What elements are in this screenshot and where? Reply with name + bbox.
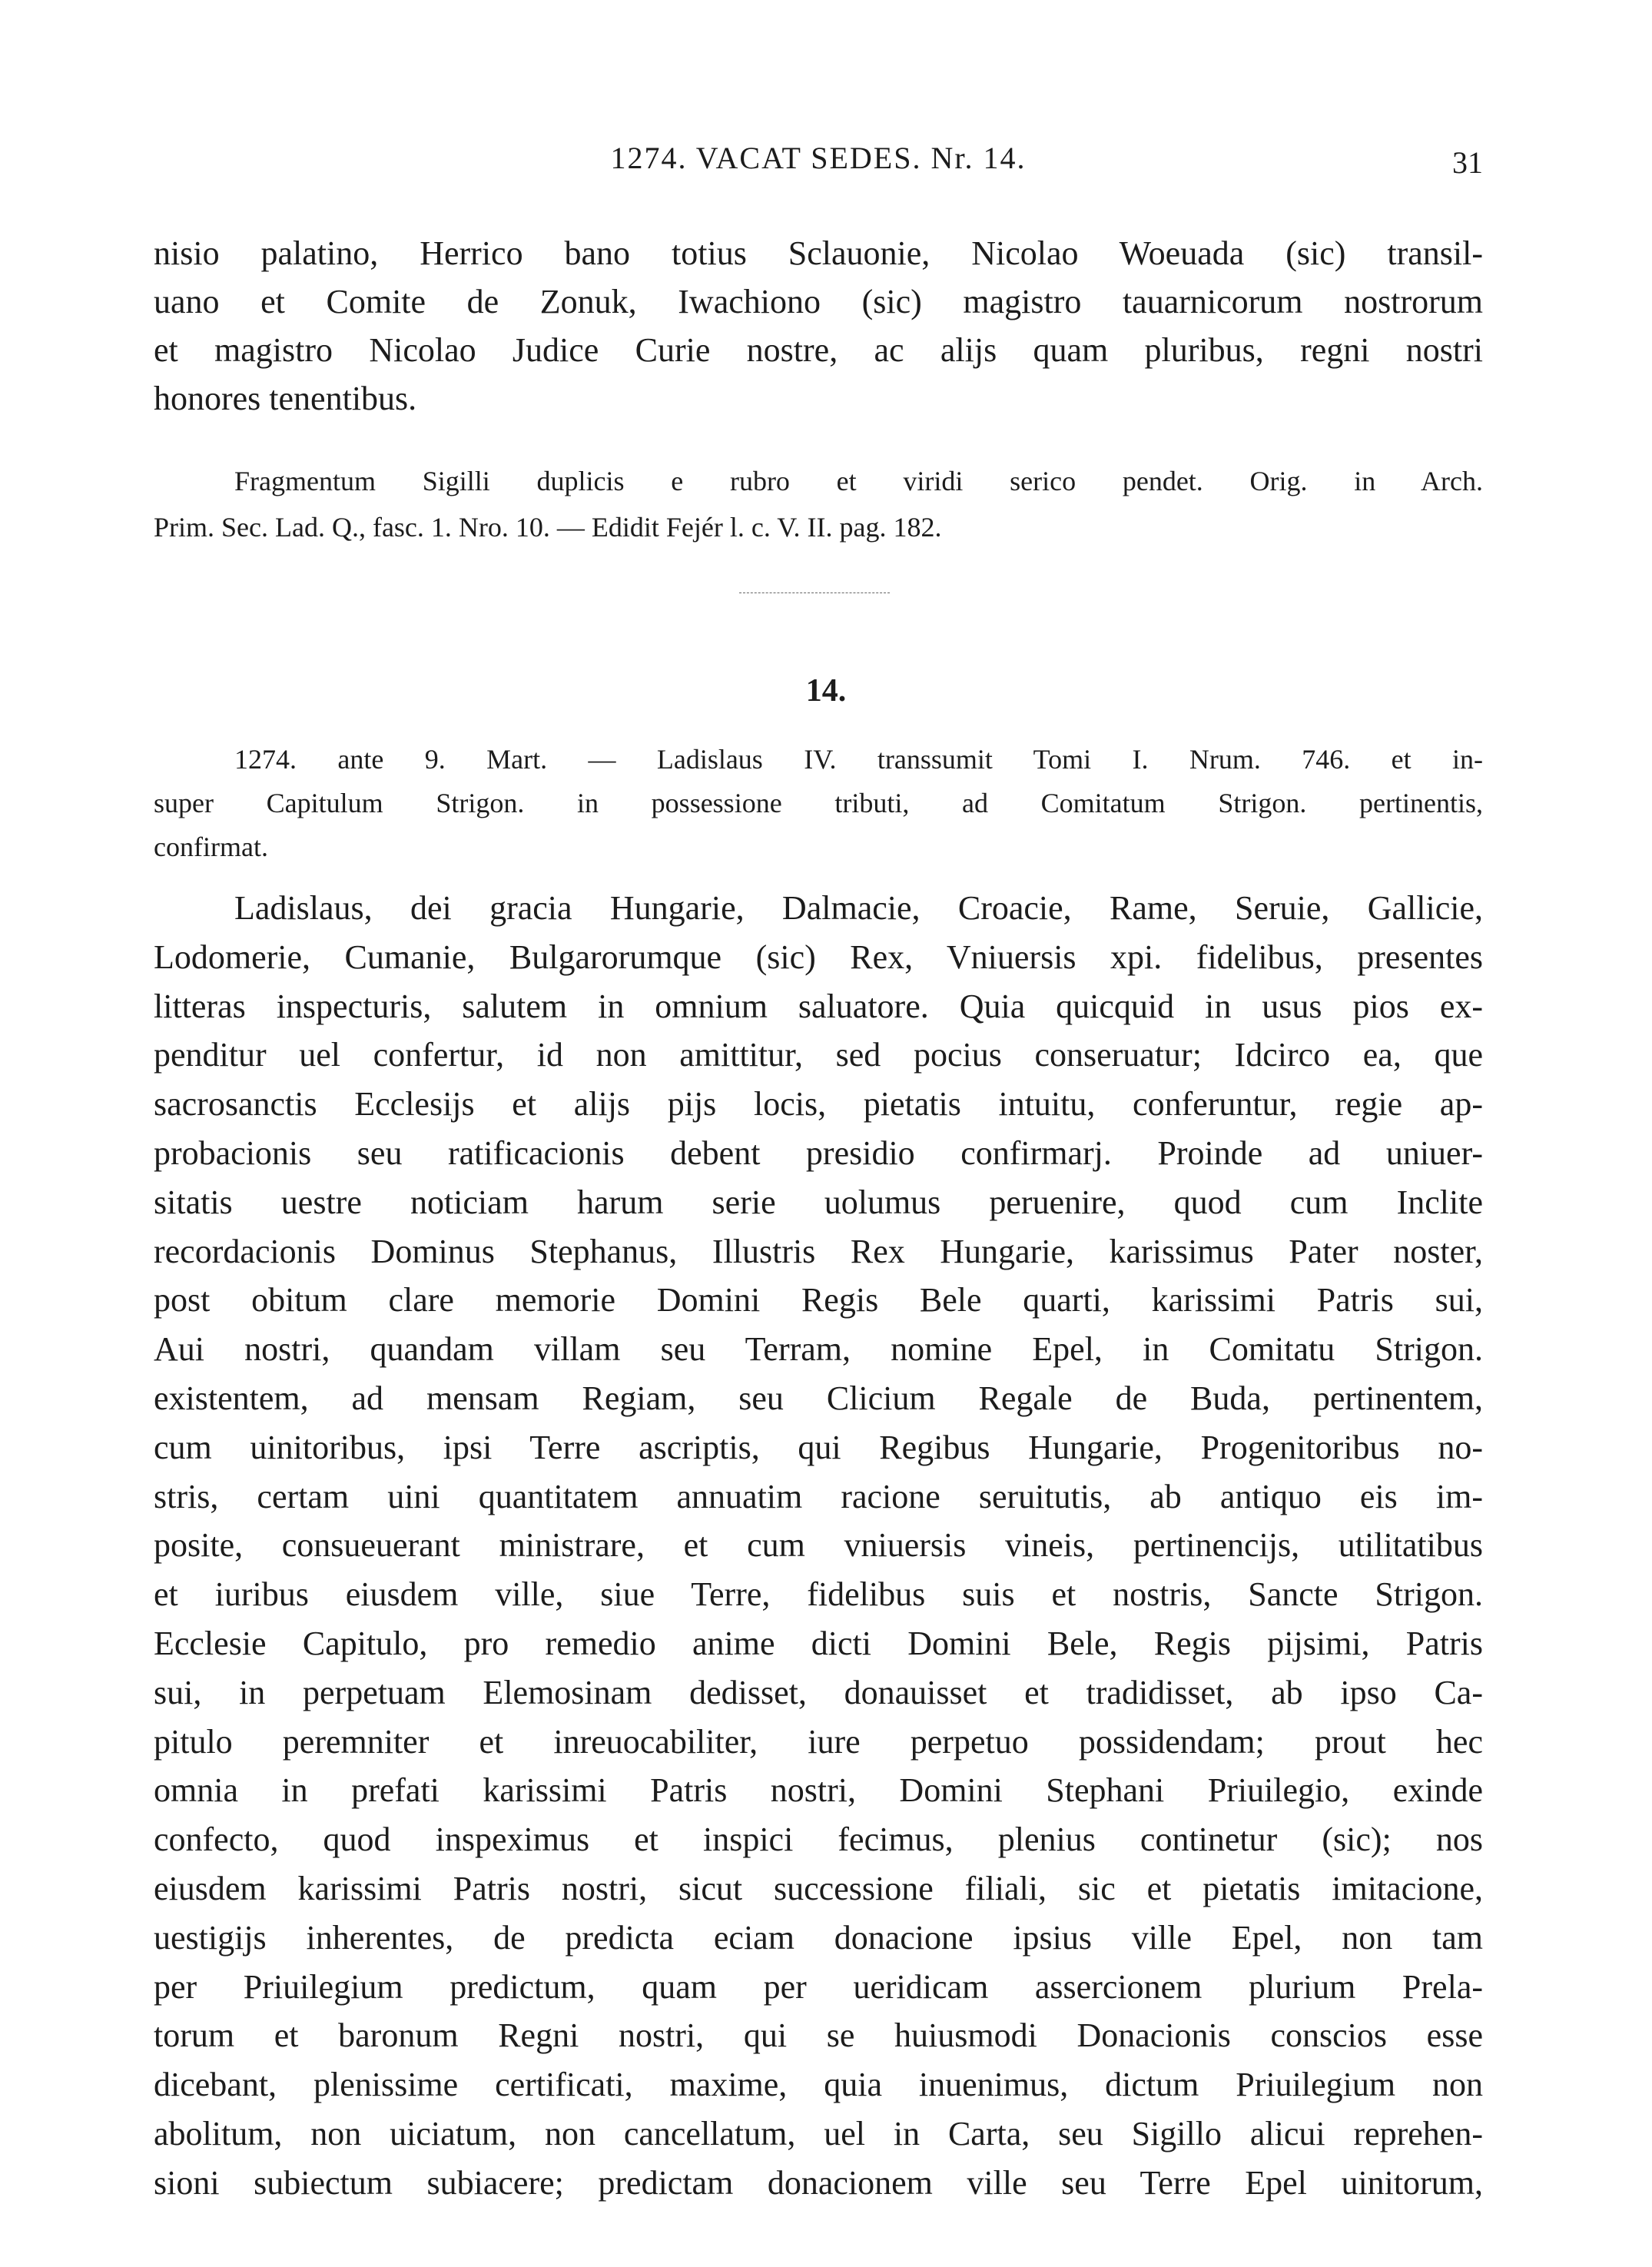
text-line: recordacionis Dominus Stephanus, Illustris Rex Hungarie, karissimus Pater noster,: [154, 1232, 1483, 1270]
text-line: confirmat.: [154, 831, 268, 862]
page-header: [154, 140, 1483, 186]
section-separator: [739, 592, 890, 593]
text-line: uestigijs inherentes, de predicta eciam donacione ipsius ville Epel, non tam: [154, 1918, 1483, 1957]
running-title: 1274. VACAT SEDES. Nr. 14.: [610, 141, 1027, 175]
text-line: penditur uel confertur, id non amittitur, sed pocius conseruatur; Idcirco ea, que: [154, 1036, 1483, 1074]
text-line: confecto, quod inspeximus et inspici fecimus, plenius continetur (sic); nos: [154, 1821, 1483, 1859]
text-line: uano et Comite de Zonuk, Iwachiono (sic) magistro tauarnicorum nostrorum: [154, 283, 1483, 320]
document-number: 14.: [805, 673, 847, 709]
text-line: et iuribus eiusdem ville, siue Terre, fidelibus suis et nostris, Sancte Strigon.: [154, 1575, 1483, 1614]
text-line: stris, certam uini quantitatem annuatim racione seruitutis, ab antiquo eis im-: [154, 1477, 1483, 1515]
text-line: abolitum, non uiciatum, non cancellatum, uel in Carta, seu Sigillo alicui reprehen-: [154, 2114, 1483, 2152]
text-line: existentem, ad mensam Regiam, seu Clicium Regale de Buda, pertinentem,: [154, 1379, 1483, 1417]
text-line: litteras inspecturis, salutem in omnium saluatore. Quia quicquid in usus pios ex-: [154, 987, 1483, 1025]
text-line: 1274. ante 9. Mart. — Ladislaus IV. transsumit Tomi I. Nrum. 746. et in-: [234, 744, 1483, 775]
text-line: posite, consueuerant ministrare, et cum vniuersis vineis, pertinencijs, utilitatibus: [154, 1526, 1483, 1565]
text-line: sui, in perpetuam Elemosinam dedisset, donauisset et tradidisset, ab ipso Ca-: [154, 1673, 1483, 1711]
text-line: pitulo peremniter et inreuocabiliter, iure perpetuo possidendam; prout hec: [154, 1722, 1483, 1761]
text-line: sacrosanctis Ecclesijs et alijs pijs locis, pietatis intuitu, conferuntur, regie ap-: [154, 1085, 1483, 1124]
text-line: Aui nostri, quandam villam seu Terram, nomine Epel, in Comitatu Strigon.: [154, 1330, 1483, 1369]
text-line: Ecclesie Capitulo, pro remedio anime dicti Domini Bele, Regis pijsimi, Patris: [154, 1624, 1483, 1662]
text-line: omnia in prefati karissimi Patris nostri, Domini Stephani Priuilegio, exinde: [154, 1771, 1483, 1810]
text-line: probacionis seu ratificacionis debent presidio confirmarj. Proinde ad uniuer-: [154, 1134, 1483, 1172]
text-line: honores tenentibus.: [154, 380, 417, 417]
text-line: sioni subiectum subiacere; predictam donacionem ville seu Terre Epel uinitorum,: [154, 2163, 1483, 2202]
text-line: torum et baronum Regni nostri, qui se huiusmodi Donacionis conscios esse: [154, 2016, 1483, 2055]
text-line: cum uinitoribus, ipsi Terre ascriptis, qui Regibus Hungarie, Progenitoribus no-: [154, 1428, 1483, 1466]
text-line: super Capitulum Strigon. in possessione tributi, ad Comitatum Strigon. pertinentis,: [154, 788, 1483, 818]
document-body: [154, 884, 1483, 2208]
source-note: [154, 458, 1483, 550]
text-line: Prim. Sec. Lad. Q., fasc. 1. Nro. 10. — Edidit Fejér l. c. V. II. pag. 182.: [154, 512, 942, 543]
text-line: nisio palatino, Herrico bano totius Sclauonie, Nicolao Woeuada (sic) transil-: [154, 234, 1483, 272]
text-line: Ladislaus, dei gracia Hungarie, Dalmacie, Croacie, Rame, Seruie, Gallicie,: [234, 889, 1483, 927]
text-line: eiusdem karissimi Patris nostri, sicut successione filiali, sic et pietatis imitacione,: [154, 1869, 1483, 1907]
text-line: per Priuilegium predictum, quam per ueridicam assercionem plurium Prela-: [154, 1967, 1483, 2006]
text-line: sitatis uestre noticiam harum serie uolumus peruenire, quod cum Inclite: [154, 1183, 1483, 1221]
page-number: 31: [1452, 145, 1483, 180]
text-line: post obitum clare memorie Domini Regis Bele quarti, karissimi Patris sui,: [154, 1281, 1483, 1319]
text-line: et magistro Nicolao Judice Curie nostre, ac alijs quam pluribus, regni nostri: [154, 331, 1483, 369]
document-regest: [154, 738, 1483, 869]
continuation-paragraph: [154, 229, 1483, 423]
text-line: Lodomerie, Cumanie, Bulgarorumque (sic) Rex, Vniuersis xpi. fidelibus, presentes: [154, 938, 1483, 976]
text-line: dicebant, plenissime certificati, maxime, quia inuenimus, dictum Priuilegium non: [154, 2066, 1483, 2104]
text-line: Fragmentum Sigilli duplicis e rubro et viridi serico pendet. Orig. in Arch.: [234, 466, 1483, 496]
